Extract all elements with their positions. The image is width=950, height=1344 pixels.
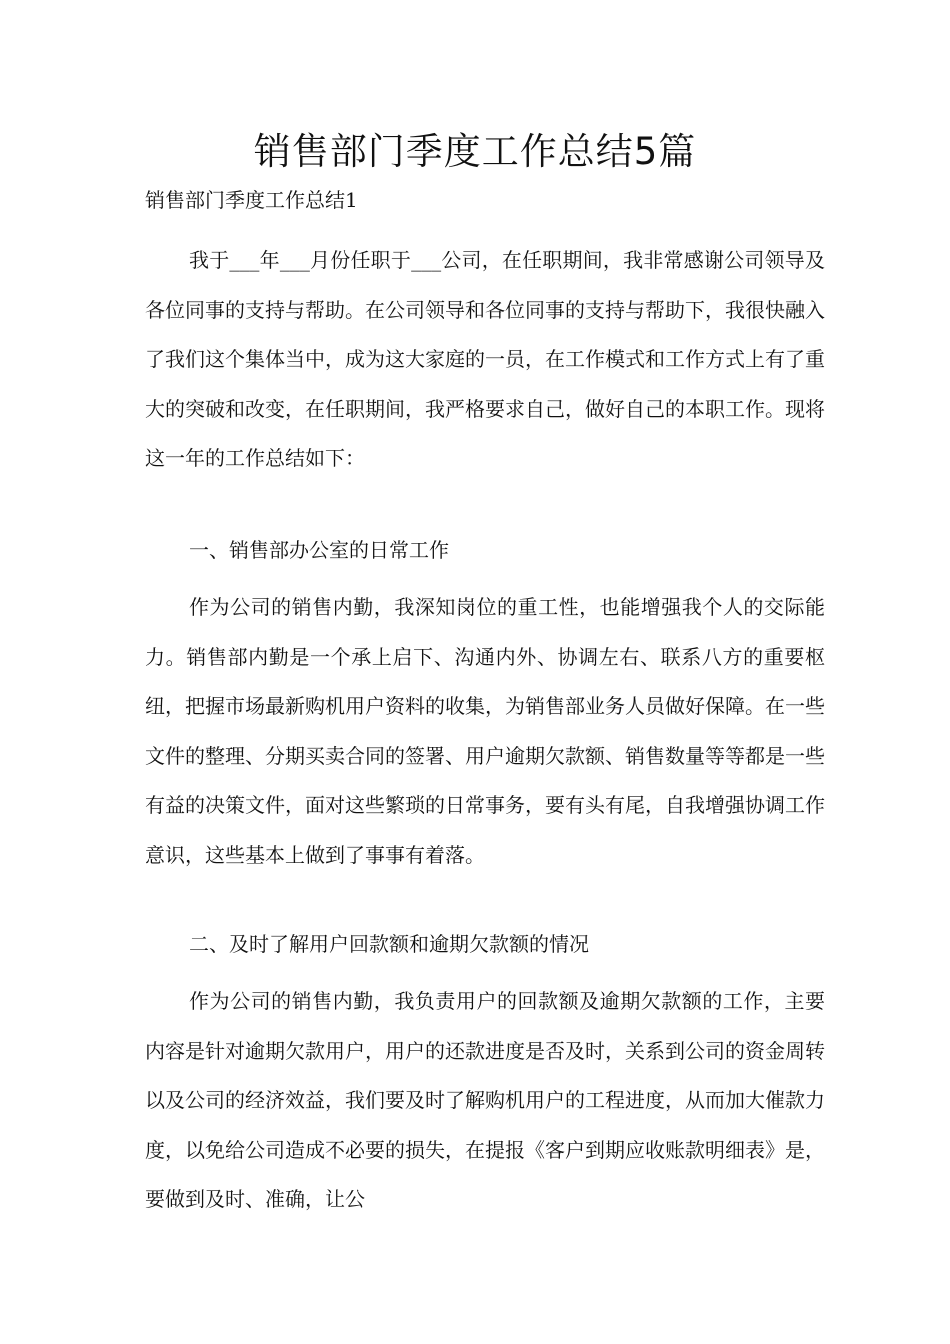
paragraph-intro: 我于___年___月份任职于___公司，在任职期间，我非常感谢公司领导及各位同事的支持与帮助。在公司领导和各位同事的支持与帮助下，我很快融入了我们这个集体当中，成为这大家庭的一员，在工作模式和工作方式上有了重大的突破和改变，在任职期间，我严格要求自己，做好自己的本职工作。现将这一年的工作总结如下： — [145, 248, 825, 470]
paragraph-section-2: 作为公司的销售内勤，我负责用户的回款额及逾期欠款额的工作，主要内容是针对逾期欠款用户，用户的还款进度是否及时，关系到公司的资金周转以及公司的经济效益，我们要及时了解购机用户的工程进度，从而加大催款力度，以免给公司造成不必要的损失，在提报《客户到期应收账款明细表》是，要做到及时、准确，让公 — [145, 989, 825, 1211]
paragraph-section-1: 作为公司的销售内勤，我深知岗位的重工性，也能增强我个人的交际能力。销售部内勤是一个承上启下、沟通内外、协调左右、联系八方的重要枢纽，把握市场最新购机用户资料的收集，为销售部业务人员做好保障。在一些文件的整理、分期买卖合同的签署、用户逾期欠款额、销售数量等等都是一些有益的决策文件，面对这些繁琐的日常事务，要有头有尾，自我增强协调工作意识，这些基本上做到了事事有着落。 — [145, 595, 825, 867]
document-title: 销售部门季度工作总结5篇 — [253, 130, 697, 173]
section-heading-2: 二、及时了解用户回款额和逾期欠款额的情况 — [189, 932, 589, 956]
section-heading-1: 一、销售部办公室的日常工作 — [189, 538, 449, 562]
document-subtitle: 销售部门季度工作总结1 — [145, 188, 358, 212]
